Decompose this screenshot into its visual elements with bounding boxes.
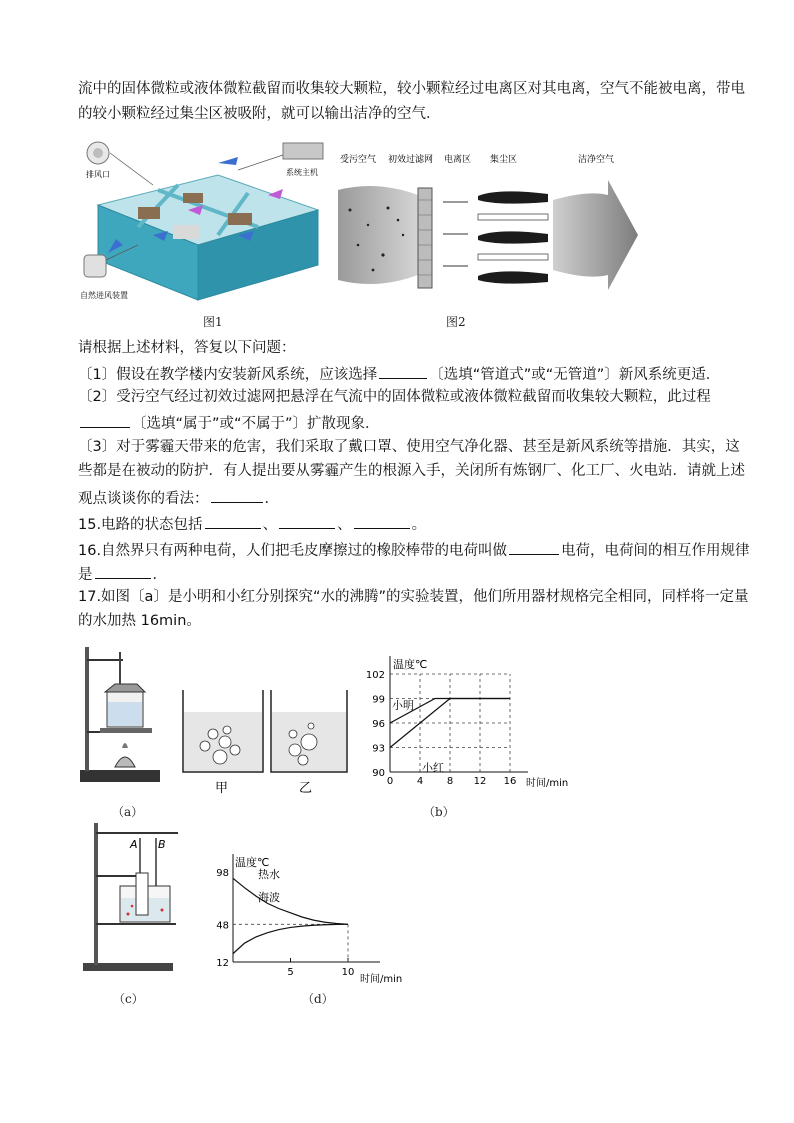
figure-c-caption: （c） xyxy=(113,992,144,1006)
q14-part1-text-b: 〔选填“管道式”或“无管道”〕新风系统更适． xyxy=(429,367,721,383)
q14-part3-line1: 〔3〕对于雾霾天带来的危害，我们采取了戴口罩、使用空气净化器、甚至是新风系统等措施．其实，这 xyxy=(78,439,740,455)
q15-end: 。 xyxy=(411,517,427,533)
chart-b-y-tick: 102 xyxy=(365,670,385,681)
chart-d-y-tick: 48 xyxy=(216,920,229,932)
q16-line2 xyxy=(78,562,167,585)
chart-b-series-label: 小红 xyxy=(422,761,444,775)
chart-d-series-label: 热水 xyxy=(258,868,280,881)
chart-d-ylabel: 温度℃ xyxy=(235,856,270,869)
chart-d-series-label: 海波 xyxy=(258,891,280,904)
chart-d-y-tick: 98 xyxy=(216,868,229,879)
chart-d-svg xyxy=(205,842,415,992)
figure-b-chart xyxy=(360,642,569,792)
q14-part1 xyxy=(78,362,720,385)
q16-line1 xyxy=(78,538,750,561)
q15-answer-blank-1[interactable] xyxy=(205,512,261,529)
figure-b-caption: （b） xyxy=(423,805,455,819)
chart-b-svg xyxy=(360,642,569,792)
chart-b-x-tick: 8 xyxy=(446,776,454,787)
label-filter: 初效过滤网 xyxy=(388,155,434,165)
label-exhaust: 排风口 xyxy=(86,170,110,179)
chart-d-xlabel: 时间/min xyxy=(360,974,403,985)
chart-b-y-tick: 99 xyxy=(372,694,385,706)
q14-part2-line2 xyxy=(78,411,380,434)
chart-d-x-tick: 5 xyxy=(287,967,294,978)
chart-d-y-tick: 12 xyxy=(216,958,229,969)
label-intake: 自然进风装置 xyxy=(80,291,128,300)
q17-line1: 17.如图〔a〕是小明和小红分别探究“水的沸腾”的实验装置，他们所用器材规格完全相同，同样将一定量 xyxy=(78,589,749,605)
q16-answer-blank-1[interactable] xyxy=(509,538,559,555)
chart-b-y-tick: 93 xyxy=(372,743,385,755)
q14-answer-blank-1[interactable] xyxy=(379,362,427,379)
label-clean: 洁净空气 xyxy=(578,155,615,165)
chart-d-series-1 xyxy=(233,878,348,924)
q14-part2-text-b: 〔选填“属于”或“不属于”〕扩散现象． xyxy=(132,416,380,432)
chart-b-xlabel: 时间/min xyxy=(526,778,569,789)
q15-answer-blank-2[interactable] xyxy=(279,512,335,529)
q15-answer-blank-3[interactable] xyxy=(354,512,410,529)
figure-1 xyxy=(78,135,328,325)
q14-part3-text-c: 观点谈谈你的看法： xyxy=(78,491,209,507)
q16-text-a: 16.自然界只有两种电荷，人们把毛皮摩擦过的橡胶棒带的电荷叫做 xyxy=(78,543,508,559)
q15-line xyxy=(78,512,426,535)
paragraph-line-1: 流中的固体微粒或液体微粒截留而收集较大颗粒，较小颗粒经过电离区对其电离，空气不能被电离，带电 xyxy=(78,81,745,97)
figure-c xyxy=(78,818,188,978)
figure-a-caption: （a） xyxy=(112,805,144,819)
chart-b-x-tick: 0 xyxy=(386,776,394,787)
chart-b-series-label: 小明 xyxy=(392,699,414,712)
q16-text-b: 电荷，电荷间的相互作用规律 xyxy=(561,543,750,559)
label-a: A xyxy=(130,838,138,851)
q17-line2: 的水加热 16min。 xyxy=(78,613,201,629)
figure-2-caption: 图2 xyxy=(446,315,466,329)
chart-b-x-tick: 12 xyxy=(473,776,487,787)
q14-answer-blank-2[interactable] xyxy=(80,411,130,428)
figure-d-chart xyxy=(205,842,415,992)
figure-d-caption: （d） xyxy=(302,992,334,1006)
chart-d-x-tick: 10 xyxy=(341,967,355,978)
q16-text-c: 是 xyxy=(78,567,93,583)
q14-part3-line3 xyxy=(78,486,279,509)
chart-b-y-tick: 96 xyxy=(372,719,385,730)
q15-sep-2: 、 xyxy=(337,517,352,533)
paragraph-line-2: 的较小颗粒经过集尘区被吸附，就可以输出洁净的空气． xyxy=(78,106,441,122)
chart-b-x-tick: 16 xyxy=(503,776,517,787)
q14-part3-end: ． xyxy=(264,491,279,507)
chart-d-series-2 xyxy=(233,924,348,953)
figure-1-caption: 图1 xyxy=(203,315,223,329)
q15-sep-1: 、 xyxy=(262,517,278,533)
beaker-yi-label: 乙 xyxy=(299,781,313,796)
q16-end: ． xyxy=(152,567,167,583)
q14-part1-text-a: 〔1〕假设在教学楼内安装新风系统，应该选择 xyxy=(78,367,378,383)
q14-part2-line1: 〔2〕受污空气经过初效过滤网把悬浮在气流中的固体微粒或液体微粒截留而收集较大颗粒，此过程 xyxy=(78,389,711,405)
label-ion: 电离区 xyxy=(444,155,472,165)
label-b: B xyxy=(158,838,166,851)
chart-b-ylabel: 温度℃ xyxy=(393,658,428,671)
label-collect: 集尘区 xyxy=(490,155,518,165)
q14-part3-line2: 些都是在被动的防护．有人提出要从雾霾产生的根源入手，关闭所有炼钢厂、化工厂、火电站．请就上述 xyxy=(78,463,745,479)
chart-b-y-tick: 90 xyxy=(372,768,385,779)
figure-a xyxy=(75,642,355,796)
beaker-jia-label: 甲 xyxy=(215,781,229,796)
chart-b-x-tick: 4 xyxy=(416,776,424,787)
q15-text: 15.电路的状态包括 xyxy=(78,517,203,533)
label-dirty-air: 受污空气 xyxy=(340,155,377,165)
label-host: 系统主机 xyxy=(286,168,318,177)
q14-answer-blank-3[interactable] xyxy=(211,486,263,503)
q16-answer-blank-2[interactable] xyxy=(95,562,151,579)
q14-intro: 请根据上述材料，答复以下问题： xyxy=(78,340,296,356)
figure-2 xyxy=(338,150,638,310)
